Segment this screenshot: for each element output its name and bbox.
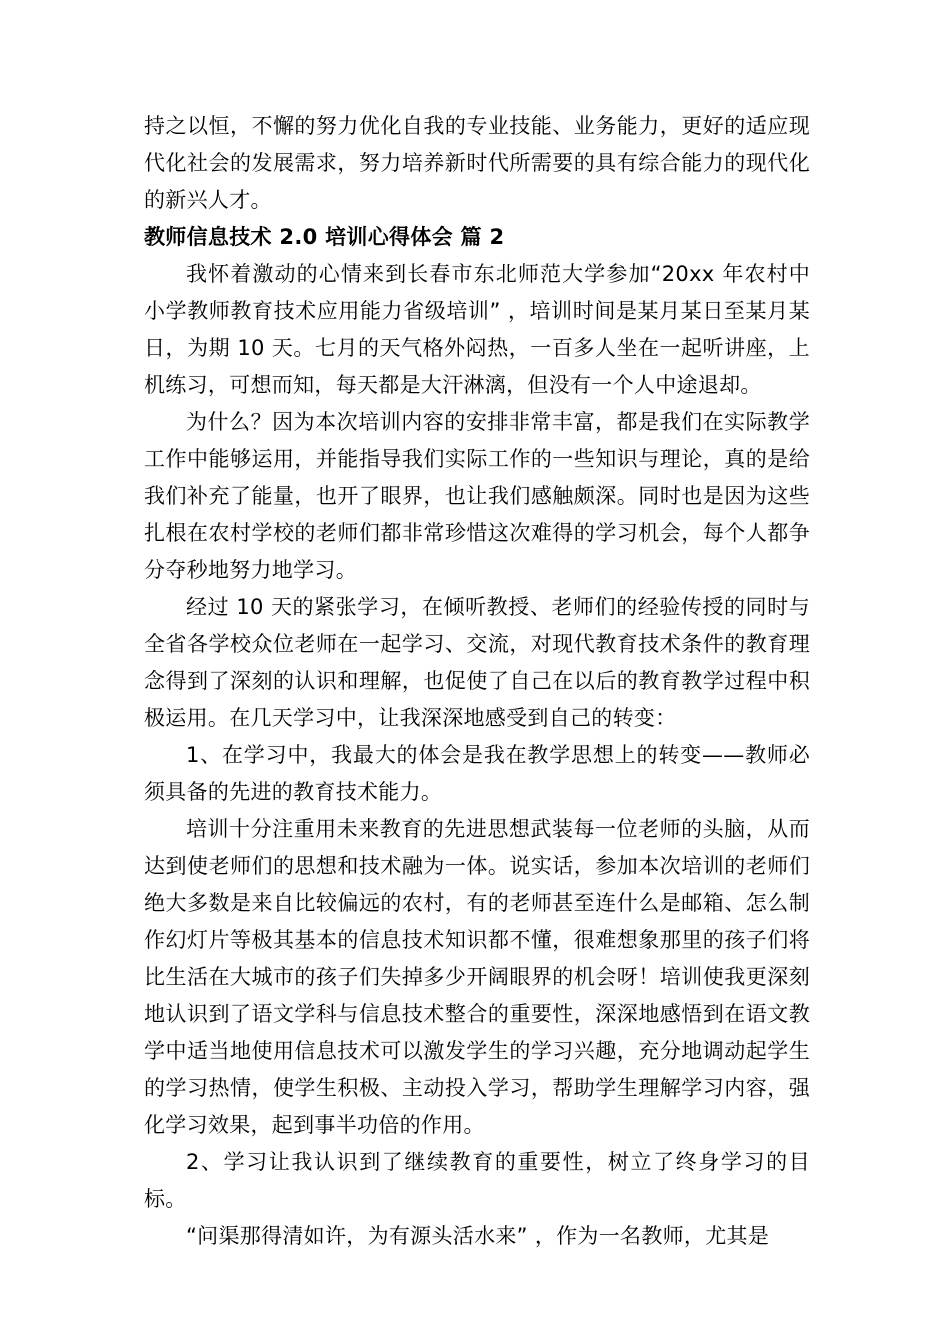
paragraph-point-2: 2、学习让我认识到了继续教育的重要性，树立了终身学习的目标。 [144, 1150, 810, 1211]
paragraph-training-focus: 培训十分注重用未来教育的先进思想武装每一位老师的头脑，从而达到使老师们的思想和技术融为一体。说实话，参加本次培训的老师们绝大多数是来自比较偏远的农村，有的老师甚至连什么是邮箱、怎么制作幻灯片等极其基本的信息技术知识都不懂，很难想象那里的孩子们将比生活在大城市的孩子们失掉多少开阔眼界的机会呀！培训使我更深刻地认识到了语文学科与信息技术整合的重要性，深深地感悟到在语文教学中适当地使用信息技术可以激发学生的学习兴趣，充分地调动起学生的学习热情，使学生积极、主动投入学习，帮助学生理解学习内容，强化学习效果，起到事半功倍的作用。 [144, 817, 810, 1137]
section-heading: 教师信息技术 2.0 培训心得体会 篇 2 [144, 225, 505, 249]
paragraph-quote: “问渠那得清如许，为有源头活水来” ，作为一名教师，尤其是 [186, 1224, 770, 1248]
document-page [144, 108, 810, 1255]
paragraph-ten-days: 经过 10 天的紧张学习，在倾听教授、老师们的经验传授的同时与全省各学校众位老师在一起学习、交流，对现代教育技术条件的教育理念得到了深刻的认识和理解，也促使了自己在以后的教育教学过程中积极运用。在几天学习中，让我深深地感受到自己的转变： [144, 595, 810, 730]
paragraph-why: 为什么？因为本次培训内容的安排非常丰富，都是我们在实际教学工作中能够运用，并能指导我们实际工作的一些知识与理论，真的是给我们补充了能量，也开了眼界，也让我们感触颇深。同时也是因为这些扎根在农村学校的老师们都非常珍惜这次难得的学习机会，每个人都争分夺秒地努力地学习。 [144, 410, 810, 582]
paragraph-point-1: 1、在学习中，我最大的体会是我在教学思想上的转变——教师必须具备的先进的教育技术能力。 [144, 743, 810, 804]
paragraph-intro-continuation: 持之以恒，不懈的努力优化自我的专业技能、业务能力，更好的适应现代化社会的发展需求，努力培养新时代所需要的具有综合能力的现代化的新兴人才。 [144, 114, 810, 212]
paragraph-training-arrival: 我怀着激动的心情来到长春市东北师范大学参加“20xx 年农村中小学教师教育技术应用能力省级培训” ，培训时间是某月某日至某月某日，为期 10 天。七月的天气格外闷热，一百多人坐在一起听讲座，上机练习，可想而知，每天都是大汗淋漓，但没有一个人中途退却。 [144, 262, 810, 397]
